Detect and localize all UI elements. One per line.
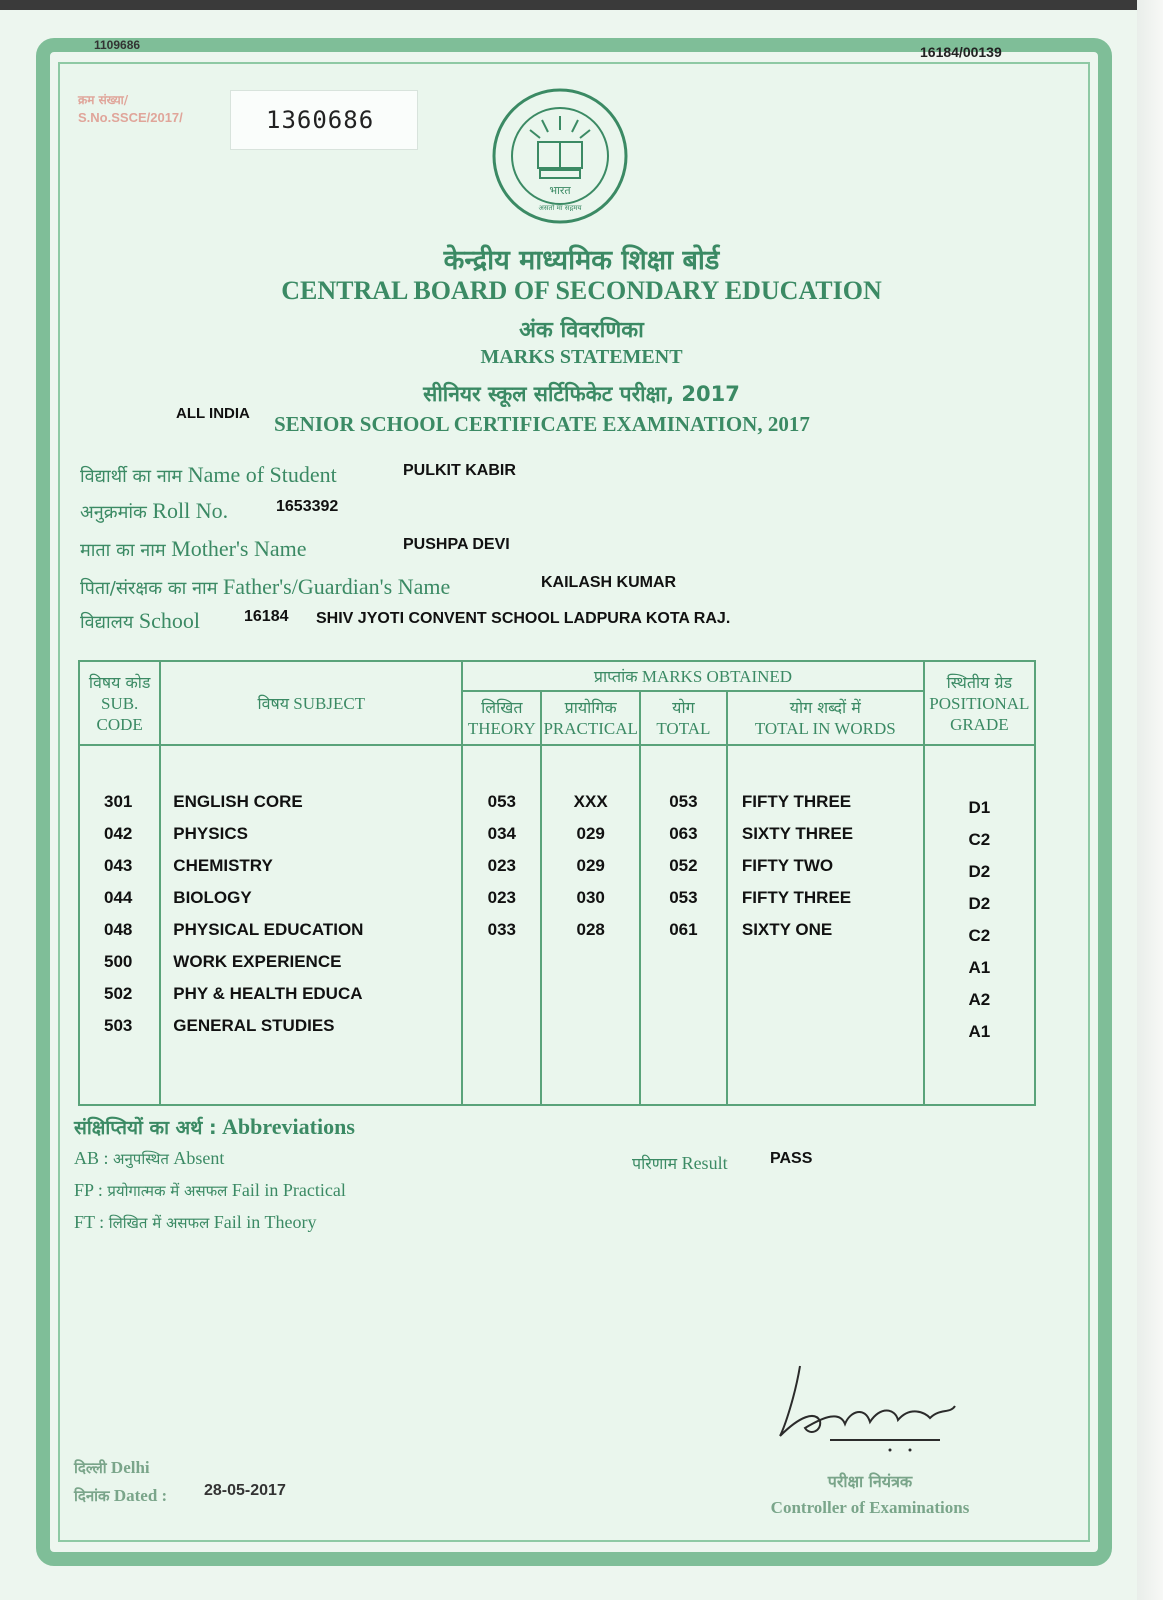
marks-table xyxy=(78,660,1036,1106)
header-practical-hi: प्रायोगिक xyxy=(564,698,617,717)
row-code: 301 xyxy=(104,792,133,811)
header-practical xyxy=(541,691,639,745)
abbreviation-hi: लिखित में असफल xyxy=(108,1214,210,1232)
row-words: FIFTY THREE xyxy=(741,888,852,907)
board-name-english: CENTRAL BOARD OF SECONDARY EDUCATION xyxy=(281,276,882,305)
emblem-bharat-text: भारत xyxy=(549,184,571,197)
abbreviation-en: Fail in Theory xyxy=(213,1212,317,1232)
header-theory-en: THEORY xyxy=(467,719,536,738)
row-code: 044 xyxy=(104,888,133,907)
header-total-hi: योग xyxy=(672,698,695,717)
abbreviation-hi: प्रयोगात्मक में असफल xyxy=(107,1182,228,1200)
column-total xyxy=(640,745,727,1105)
row-grade: A1 xyxy=(968,1022,991,1041)
roll-value: 1653392 xyxy=(276,498,339,515)
school-label xyxy=(80,608,200,634)
row-practical: 030 xyxy=(576,888,605,907)
mother-label xyxy=(80,536,307,562)
school-name-value: SHIV JYOTI CONVENT SCHOOL LADPURA KOTA RAJ. xyxy=(316,610,731,627)
header-grade-hi: स्थितीय ग्रेड xyxy=(946,672,1013,692)
result-label-en: Result xyxy=(681,1153,728,1173)
row-subject: WORK EXPERIENCE xyxy=(173,952,342,971)
result-label-hi: परिणाम xyxy=(632,1154,678,1173)
controller-signature xyxy=(770,1356,970,1456)
abbreviations-title-hi: संक्षिप्तियों का अर्थ : xyxy=(74,1117,217,1139)
row-grade: D2 xyxy=(968,862,991,881)
header-subject-hi: विषय xyxy=(257,693,290,713)
signatory-block xyxy=(770,1470,970,1518)
column-grade xyxy=(924,745,1035,1105)
row-grade: D1 xyxy=(968,798,991,817)
row-words: FIFTY THREE xyxy=(741,792,852,811)
abbreviation-hi: अनुपस्थित xyxy=(113,1150,169,1168)
row-subject: PHYSICS xyxy=(173,824,248,843)
father-value: KAILASH KUMAR xyxy=(541,574,677,591)
abbreviation-item xyxy=(74,1148,224,1169)
serial-label xyxy=(78,92,183,126)
doc-title-english: MARKS STATEMENT xyxy=(480,346,683,368)
father-label-en: Father's/Guardian's Name xyxy=(222,574,451,599)
header-total xyxy=(640,691,727,745)
header-total-en: TOTAL xyxy=(656,719,711,738)
column-total-words xyxy=(727,745,924,1105)
date-value: 28-05-2017 xyxy=(204,1482,286,1499)
abbreviation-en: Fail in Practical xyxy=(231,1180,346,1200)
abbreviation-item xyxy=(74,1180,346,1201)
doc-title-hindi: अंक विवरणिका xyxy=(519,318,644,343)
header-sub-code-en1: SUB. xyxy=(100,693,139,713)
column-practical xyxy=(541,745,639,1105)
row-theory: 033 xyxy=(487,920,516,939)
row-words: SIXTY THREE xyxy=(741,824,854,843)
serial-label-hi: क्रम संख्या/ xyxy=(78,93,129,107)
row-total: 052 xyxy=(669,856,698,875)
header-sub-code xyxy=(79,661,160,745)
row-words: FIFTY TWO xyxy=(741,856,834,875)
row-subject: PHY & HEALTH EDUCA xyxy=(173,984,363,1003)
column-theory xyxy=(462,745,541,1105)
header-sub-code-en2: CODE xyxy=(96,714,143,734)
row-code: 048 xyxy=(104,920,133,939)
header-words-en: TOTAL IN WORDS xyxy=(754,719,896,738)
emblem-motto-text: असतो मा सद्गमय xyxy=(538,204,582,212)
header-marks-en: MARKS OBTAINED xyxy=(641,666,793,686)
result-label xyxy=(632,1152,728,1174)
row-theory: 053 xyxy=(487,792,516,811)
serial-number: 1360686 xyxy=(266,106,375,134)
header-grade-en1: POSITIONAL xyxy=(929,693,1030,713)
row-subject: ENGLISH CORE xyxy=(173,792,303,811)
abbreviation-en: Absent xyxy=(173,1148,225,1168)
corner-number-right: 16184/00139 xyxy=(920,44,1002,60)
abbreviations-title-en: Abbreviations xyxy=(222,1114,355,1139)
header-subject-en: SUBJECT xyxy=(293,693,366,713)
row-theory: 023 xyxy=(487,888,516,907)
signatory-hi: परीक्षा नियंत्रक xyxy=(827,1472,913,1491)
row-grade: D2 xyxy=(968,894,991,913)
place-en: Delhi xyxy=(110,1458,150,1477)
abbreviation-item xyxy=(74,1212,316,1233)
scan-top-edge xyxy=(0,0,1163,10)
row-subject: CHEMISTRY xyxy=(173,856,273,875)
exam-scope: ALL INDIA xyxy=(176,405,250,422)
row-practical: 029 xyxy=(576,856,605,875)
mother-label-en: Mother's Name xyxy=(171,536,307,561)
header-subject xyxy=(160,661,462,745)
row-total: 061 xyxy=(669,920,698,939)
place-line xyxy=(74,1458,150,1478)
student-name-label xyxy=(80,462,337,488)
cbse-emblem-logo xyxy=(490,86,630,226)
student-name-label-hi: विद्यार्थी का नाम xyxy=(80,466,183,487)
row-words: SIXTY ONE xyxy=(741,920,833,939)
result-value: PASS xyxy=(770,1150,813,1167)
header-theory-hi: लिखित xyxy=(481,698,523,717)
dated-line xyxy=(74,1486,167,1506)
row-code: 500 xyxy=(104,952,133,971)
row-total: 053 xyxy=(669,792,698,811)
row-total: 053 xyxy=(669,888,698,907)
row-code: 502 xyxy=(104,984,133,1003)
column-codes xyxy=(79,745,160,1105)
header-theory xyxy=(462,691,541,745)
header-marks-hi: प्राप्तांक xyxy=(593,666,638,686)
row-practical: XXX xyxy=(573,792,608,811)
mother-label-hi: माता का नाम xyxy=(80,540,166,561)
row-subject: BIOLOGY xyxy=(173,888,252,907)
corner-number-left: 1109686 xyxy=(94,38,141,52)
school-label-en: School xyxy=(138,608,200,633)
header-grade-en2: GRADE xyxy=(950,714,1009,734)
row-practical: 029 xyxy=(576,824,605,843)
roll-label xyxy=(80,498,228,524)
row-grade: A2 xyxy=(968,990,991,1009)
abbreviation-code: FP : xyxy=(74,1180,103,1200)
row-subject: PHYSICAL EDUCATION xyxy=(173,920,364,939)
dated-hi: दिनांक xyxy=(74,1487,110,1505)
student-name-label-en: Name of Student xyxy=(187,462,337,487)
row-practical: 028 xyxy=(576,920,605,939)
row-grade: C2 xyxy=(968,926,991,945)
abbreviation-code: FT : xyxy=(74,1212,105,1232)
row-code: 042 xyxy=(104,824,133,843)
header-marks-obtained xyxy=(462,661,924,691)
father-label xyxy=(80,574,450,600)
roll-label-hi: अनुक्रमांक xyxy=(80,502,147,523)
row-theory: 023 xyxy=(487,856,516,875)
serial-label-en: S.No.SSCE/2017/ xyxy=(78,110,183,125)
school-label-hi: विद्यालय xyxy=(80,612,134,633)
header-grade xyxy=(924,661,1035,745)
school-code-value: 16184 xyxy=(244,608,289,625)
father-label-hi: पिता/संरक्षक का नाम xyxy=(80,578,218,599)
column-subjects xyxy=(160,745,462,1105)
row-theory: 034 xyxy=(487,824,516,843)
header-sub-code-hi: विषय कोड xyxy=(88,672,151,692)
dated-en: Dated : xyxy=(113,1486,168,1505)
row-subject: GENERAL STUDIES xyxy=(173,1016,335,1035)
row-code: 043 xyxy=(104,856,133,875)
row-code: 503 xyxy=(104,1016,133,1035)
signatory-en: Controller of Examinations xyxy=(770,1498,970,1517)
header-practical-en: PRACTICAL xyxy=(543,719,638,738)
roll-label-en: Roll No. xyxy=(152,498,229,523)
header-total-words xyxy=(727,691,924,745)
abbreviations-title xyxy=(74,1114,355,1140)
board-name-hindi: केन्द्रीय माध्यमिक शिक्षा बोर्ड xyxy=(443,245,720,276)
row-grade: C2 xyxy=(968,830,991,849)
exam-name-english: SENIOR SCHOOL CERTIFICATE EXAMINATION, 2017 xyxy=(274,412,810,436)
place-hi: दिल्ली xyxy=(74,1459,107,1477)
mother-value: PUSHPA DEVI xyxy=(403,536,510,553)
exam-name-hindi: सीनियर स्कूल सर्टिफिकेट परीक्षा, 2017 xyxy=(423,382,740,406)
student-name-value: PULKIT KABIR xyxy=(403,462,516,479)
abbreviation-code: AB : xyxy=(74,1148,109,1168)
header-words-hi: योग शब्दों में xyxy=(789,698,861,717)
row-total: 063 xyxy=(669,824,698,843)
row-grade: A1 xyxy=(968,958,991,977)
